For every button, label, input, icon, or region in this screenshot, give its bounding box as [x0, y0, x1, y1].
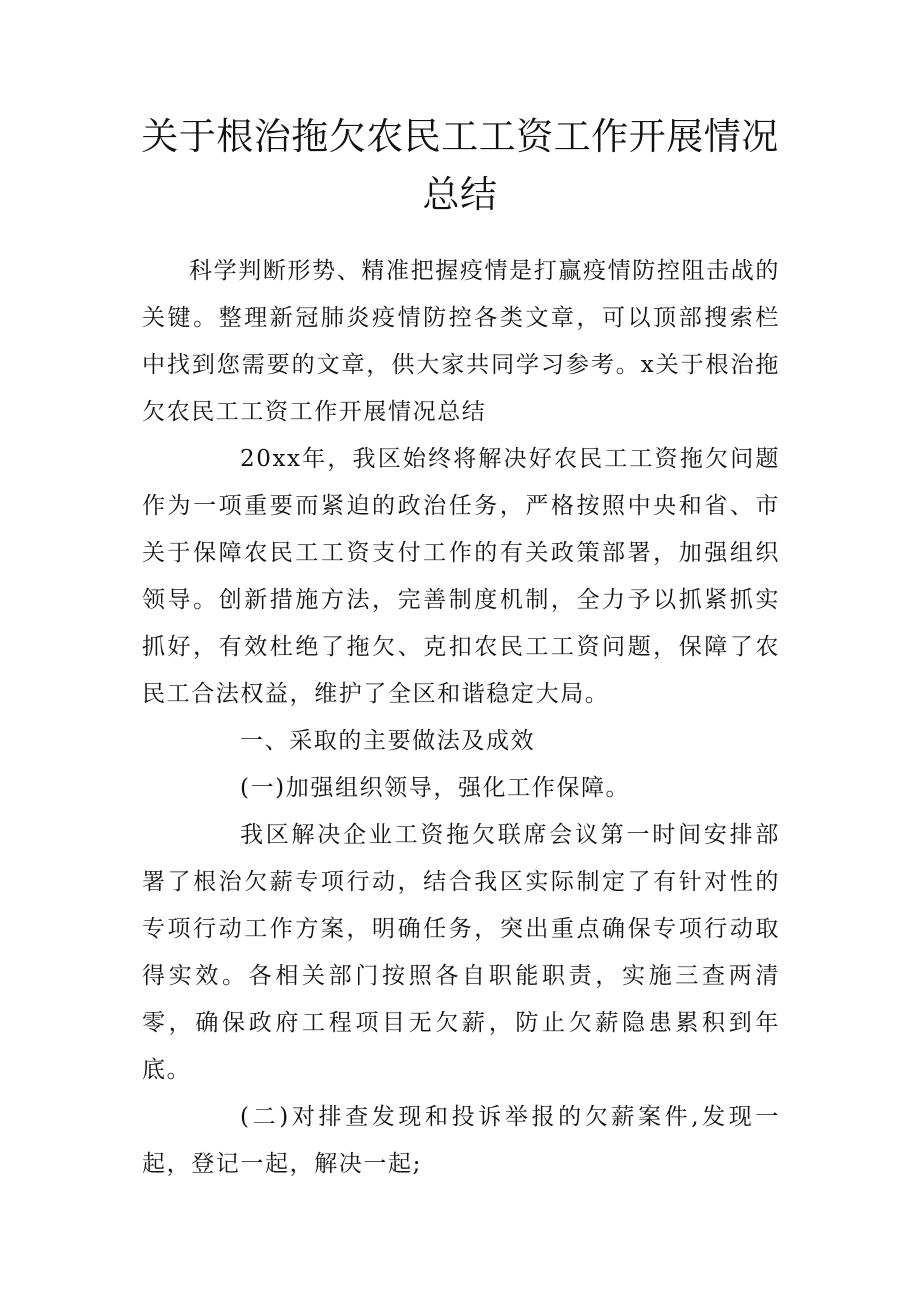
- intro-paragraph: 科学判断形势、精准把握疫情是打赢疫情防控阻击战的关键。整理新冠肺炎疫情防控各类文章，可以顶部搜索栏中找到您需要的文章，供大家共同学习参考。x关于根治拖欠农民工工资工作开展情况总结: [142, 258, 780, 425]
- document-title: 关于根治拖欠农民工工资工作开展情况总结: [141, 115, 779, 216]
- subsection-1-paragraph: 我区解决企业工资拖欠联席会议第一时间安排部署了根治欠薪专项行动，结合我区实际制定了有针对性的专项行动工作方案，明确任务，突出重点确保专项行动取得实效。各相关部门按照各自职能职责，实施三查两清零，确保政府工程项目无欠薪，防止欠薪隐患累积到年底。: [142, 822, 780, 1083]
- subsection-heading-1: (一)加强组织领导，强化工作保障。: [240, 775, 631, 801]
- document-body: [142, 248, 780, 1188]
- subsection-heading-2: (二)对排查发现和投诉举报的欠薪案件,发现一起，登记一起，解决一起;: [142, 1104, 780, 1177]
- section-heading-main-measures: 一、采取的主要做法及成效: [240, 728, 536, 754]
- summary-paragraph: 20xx年，我区始终将解决好农民工工资拖欠问题作为一项重要而紧迫的政治任务，严格按照中央和省、市关于保障农民工工资支付工作的有关政策部署，加强组织领导。创新措施方法，完善制度机制，全力予以抓紧抓实抓好，有效杜绝了拖欠、克扣农民工工资问题，保障了农民工合法权益，维护了全区和谐稳定大局。: [142, 446, 780, 707]
